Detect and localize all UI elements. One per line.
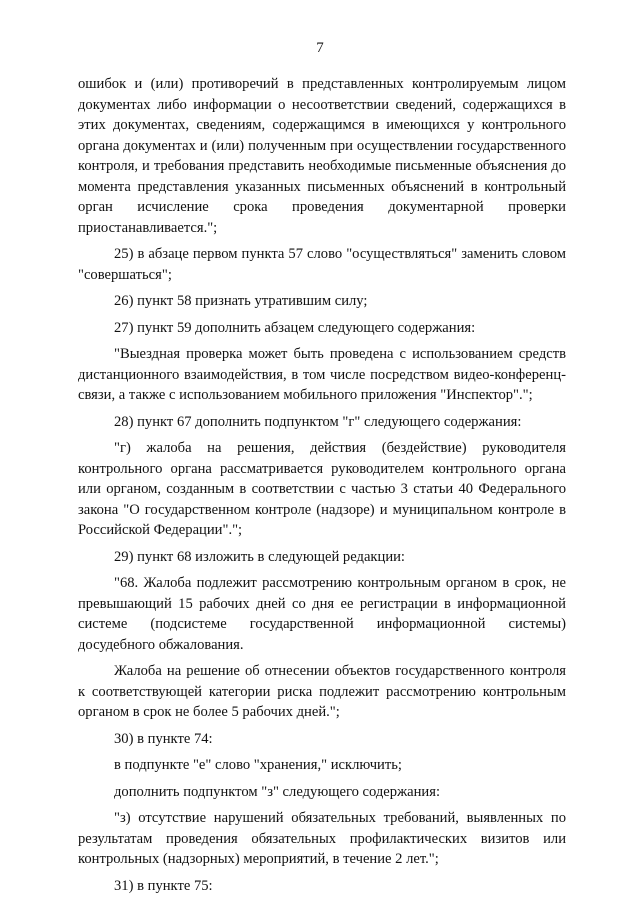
paragraph-item-28: 28) пункт 67 дополнить подпунктом "г" следующего содержания: [114, 413, 522, 430]
document-body [78, 74, 566, 896]
paragraph-continuation: ошибок и (или) противоречий в представленных контролируемым лицом документах либо информации о несоответствии сведений, содержащихся в этих документах, сведениям, содержащимся в имеющихся у контрольного органа документах и (или) полученным при осуществлении государственного контроля, и требования представить необходимые письменные объяснения до момента представления указанных письменных объяснений в контрольный орган исчисление срока проведения документарной проверки приостанавливается."; [78, 76, 566, 236]
paragraph-quote-29a: "68. Жалоба подлежит рассмотрению контрольным органом в срок, не превышающий 15 рабочих дней со дня ее регистрации в информационной системе (подсистеме государственной информационной системы) досудебного обжалования. [78, 575, 566, 653]
paragraph-quote-27: "Выездная проверка может быть проведена с использованием средств дистанционного взаимодействия, в том числе посредством видео-конференц-связи, а также с использованием мобильного приложения "Инспектор"."; [78, 346, 566, 403]
paragraph-quote-30: "з) отсутствие нарушений обязательных требований, выявленных по результатам проведения обязательных профилактических визитов или контрольных (надзорных) мероприятий, в течение 2 лет."; [78, 810, 566, 867]
paragraph-item-30: 30) в пункте 74: [114, 730, 213, 747]
paragraph-item-31: 31) в пункте 75: [114, 877, 213, 894]
page-number: 7 [316, 40, 324, 56]
paragraph-quote-28: "г) жалоба на решения, действия (бездействие) руководителя контрольного органа рассматривается руководителем контрольного органа или органом, созданным в соответствии с частью 3 статьи 40 Федерального закона "О государственном контроле (надзоре) и муниципальном контроле в Российской Федерации"."; [78, 440, 566, 538]
paragraph-quote-29b: Жалоба на решение об отнесении объектов государственного контроля к соответствующей категории риска подлежит рассмотрению контрольным органом в срок не более 5 рабочих дней."; [78, 663, 566, 720]
paragraph-item-26: 26) пункт 58 признать утратившим силу; [114, 293, 368, 309]
paragraph-item-30-z: дополнить подпунктом "з" следующего содержания: [114, 783, 441, 800]
paragraph-item-25: 25) в абзаце первом пункта 57 слово "осуществляться" заменить словом "совершаться"; [78, 246, 566, 283]
paragraph-item-30-e: в подпункте "е" слово "хранения," исключить; [114, 757, 402, 773]
paragraph-item-29: 29) пункт 68 изложить в следующей редакции: [114, 548, 405, 565]
paragraph-item-27: 27) пункт 59 дополнить абзацем следующего содержания: [114, 319, 476, 336]
